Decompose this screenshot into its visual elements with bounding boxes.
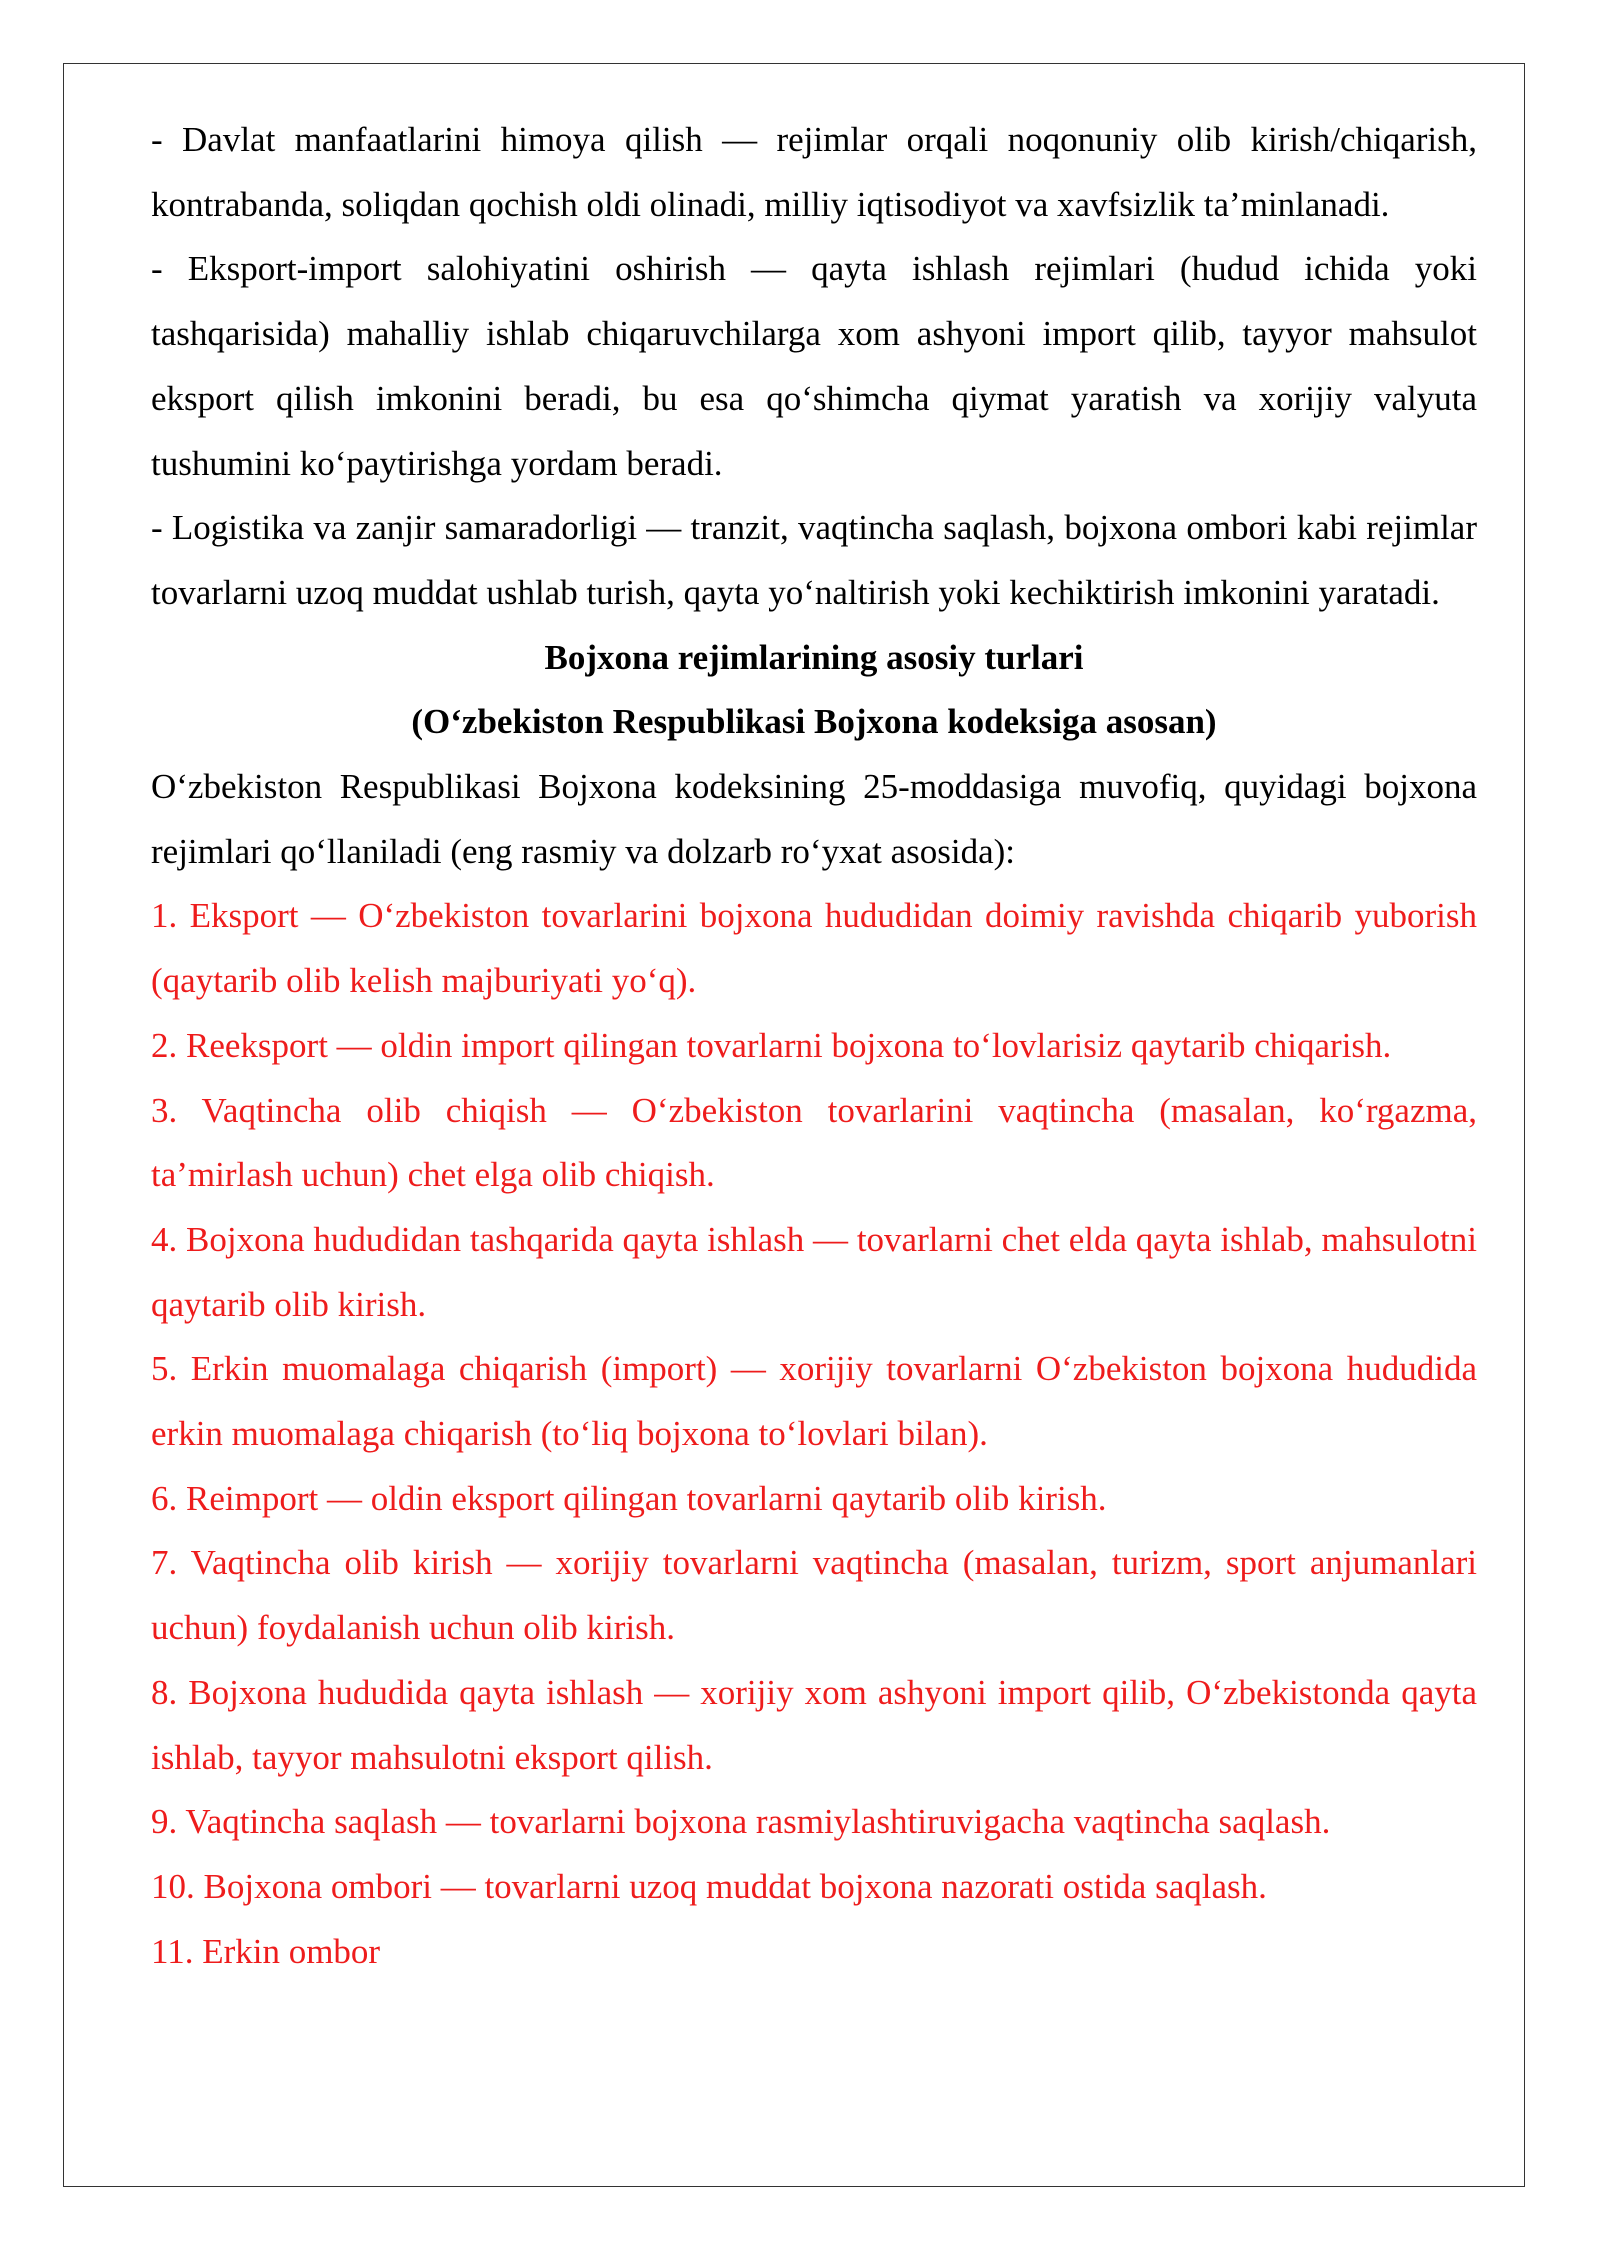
- list-item-regime-2: 2. Reeksport — oldin import qilingan tovarlarni bojxona to‘lovlarisiz qaytarib chiqarish.: [151, 1025, 1392, 1065]
- intro-paragraph-1: - Davlat manfaatlarini himoya qilish — rejimlar orqali noqonuniy olib kirish/chiqarish, kontrabanda, soliqdan qochish oldi olinadi, milliy iqtisodiyot va xavfsizlik ta’minlanadi.: [151, 120, 1477, 224]
- list-item-regime-1: 1. Eksport — O‘zbekiston tovarlarini bojxona hududidan doimiy ravishda chiqarib yuborish (qaytarib olib kelish majburiyati yo‘q).: [151, 896, 1477, 1001]
- list-item-regime-11: 11. Erkin ombor: [151, 1931, 381, 1971]
- section-subtitle: (O‘zbekiston Respublikasi Bojxona kodeksiga asosan): [411, 702, 1217, 742]
- regimes-list: [151, 884, 1477, 1984]
- list-item-regime-5: 5. Erkin muomalaga chiqarish (import) — xorijiy tovarlarni O‘zbekiston bojxona hududida erkin muomalaga chiqarish (to‘liq bojxona to‘lovlari bilan).: [151, 1349, 1477, 1454]
- list-item-regime-8: 8. Bojxona hududida qayta ishlash — xorijiy xom ashyoni import qilib, O‘zbekistonda qayta ishlab, tayyor mahsulotni eksport qilish.: [151, 1672, 1477, 1777]
- section-title: Bojxona rejimlarining asosiy turlari: [544, 637, 1084, 677]
- list-item-regime-9: 9. Vaqtincha saqlash — tovarlarni bojxona rasmiylashtiruvigacha vaqtincha saqlash.: [151, 1802, 1331, 1842]
- list-item-regime-6: 6. Reimport — oldin eksport qilingan tovarlarni qaytarib olib kirish.: [151, 1478, 1107, 1518]
- list-item-regime-7: 7. Vaqtincha olib kirish — xorijiy tovarlarni vaqtincha (masalan, turizm, sport anjumanlari uchun) foydalanish uchun olib kirish.: [151, 1543, 1477, 1648]
- list-item-regime-3: 3. Vaqtincha olib chiqish — O‘zbekiston tovarlarini vaqtincha (masalan, ko‘rgazma, ta’mirlash uchun) chet elga olib chiqish.: [151, 1090, 1477, 1195]
- intro-paragraph-3: - Logistika va zanjir samaradorligi — tranzit, vaqtincha saqlash, bojxona ombori kabi rejimlar tovarlarni uzoq muddat ushlab turish, qayta yo‘naltirish yoki kechiktirish imkonini yaratadi.: [151, 508, 1477, 612]
- section-lead: O‘zbekiston Respublikasi Bojxona kodeksining 25-moddasiga muvofiq, quyidagi bojxona rejimlari qo‘llaniladi (eng rasmiy va dolzarb ro‘yxat asosida):: [151, 767, 1477, 871]
- list-item-regime-10: 10. Bojxona ombori — tovarlarni uzoq muddat bojxona nazorati ostida saqlash.: [151, 1866, 1267, 1906]
- intro-paragraph-2: - Eksport-import salohiyatini oshirish — qayta ishlash rejimlari (hudud ichida yoki tashqarisida) mahalliy ishlab chiqaruvchilarga xom ashyoni import qilib, tayyor mahsulot eksport qilish imkonini beradi, bu esa qo‘shimcha qiymat yaratish va xorijiy valyuta tushumini ko‘paytirishga yordam beradi.: [151, 249, 1477, 483]
- list-item-regime-4: 4. Bojxona hududidan tashqarida qayta ishlash — tovarlarni chet elda qayta ishlab, mahsulotni qaytarib olib kirish.: [151, 1219, 1477, 1324]
- document-body: [151, 108, 1477, 1984]
